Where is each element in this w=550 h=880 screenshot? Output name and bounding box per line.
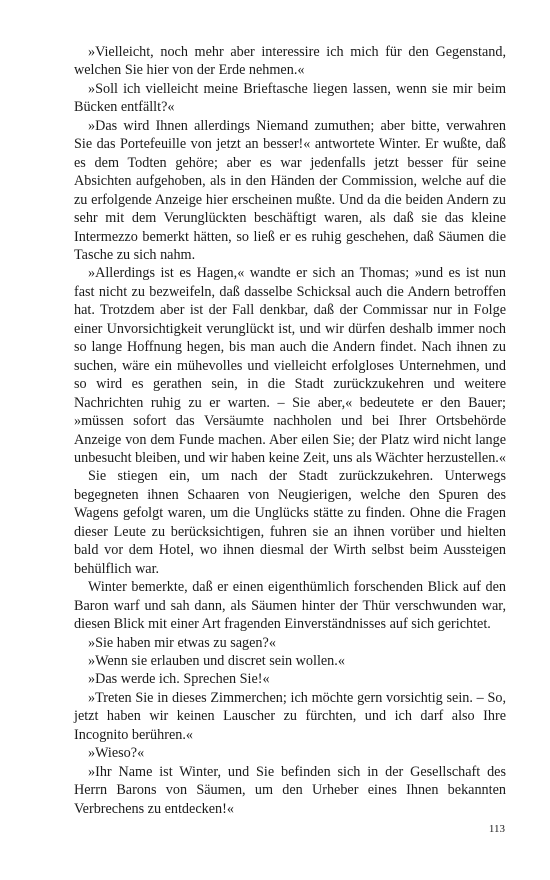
paragraph: »Das wird Ihnen allerdings Niemand zumuthen; aber bitte, verwahren Sie das Portefeuille von jetzt an besser!« antwortete Winter. Er wußte, daß es dem Todten gehöre; aber es war jedenfalls jetzt besser für seine Absichten aufgehoben, als in den Händen der Commission, welche auf die zu erfolgende Anzeige hier erscheinen mußte. Und da die beiden Andern zu sehr mit dem Verunglückten beschäftigt waren, als daß sie das kleine Intermezzo bemerkt hätten, so ließ er es ruhig geschehen, daß Säumen die Tasche zu sich nahm. <box>74 117 506 263</box>
body-text <box>74 43 506 818</box>
paragraph: »Soll ich vielleicht meine Brieftasche liegen lassen, wenn sie mir beim Bücken entfällt?« <box>74 80 506 116</box>
paragraph: »Das werde ich. Sprechen Sie!« <box>88 671 270 688</box>
paragraph: »Allerdings ist es Hagen,« wandte er sich an Thomas; »und es ist nun fast nicht zu bezweifeln, daß dasselbe Schicksal auch die Andern betroffen hat. Trotzdem aber ist der Fall denkbar, daß der Commissar nur in Folge einer Unvorsichtigkeit verunglückt ist, und wir dürfen deshalb immer noch so lange Hoffnung hegen, bis man auch die Andern findet. Nach ihnen zu suchen, wäre ein mühevolles und vielleicht erfolgloses Unternehmen, und so wird es gerathen sein, in die Stadt zurückzukehren und weitere Nachrichten ruhig zu er warten. – Sie aber,« bedeutete er den Bauer; »müssen sofort das Versäumte nachholen und bei Ihrer Ortsbehörde Anzeige von dem Funde machen. Aber eilen Sie; der Platz wird nicht lange unbesucht bleiben, und wir haben keine Zeit, uns als Wächter herzustellen.« <box>74 265 506 466</box>
paragraph: Sie stiegen ein, um nach der Stadt zurückzukehren. Unterwegs begegneten ihnen Schaaren von Neugierigen, welche den Spuren des Wagens gefolgt waren, um die Unglücks stätte zu finden. Ohne die Fragen dieser Leute zu berücksichtigen, fuhren sie an ihnen vorüber und hielten bald vor dem Hotel, wo ihnen diesmal der Wirth selbst beim Aussteigen behülflich war. <box>74 468 506 577</box>
paragraph: »Sie haben mir etwas zu sagen?« <box>88 634 276 651</box>
paragraph: »Wieso?« <box>88 745 145 762</box>
paragraph: »Wenn sie erlauben und discret sein wollen.« <box>88 652 345 669</box>
paragraph: »Treten Sie in dieses Zimmerchen; ich möchte gern vorsichtig sein. – So, jetzt haben wir keinen Lauscher zu fürchten, und ich darf also Ihre Incognito berühren.« <box>74 689 506 743</box>
paragraph: Winter bemerkte, daß er einen eigenthümlich forschenden Blick auf den Baron warf und sah dann, als Säumen hinter der Thür verschwunden war, diesen Blick mit einer Art fragenden Einverständnisses auf sich gerichtet. <box>74 579 506 633</box>
paragraph: »Vielleicht, noch mehr aber interessire ich mich für den Gegenstand, welchen Sie hier von der Erde nehmen.« <box>74 44 506 79</box>
paragraph: »Ihr Name ist Winter, und Sie befinden sich in der Gesellschaft des Herrn Barons von Säumen, um den Urheber eines Ihnen bekannten Verbrechens zu entdecken!« <box>74 763 506 817</box>
page-number: 113 <box>488 823 505 835</box>
